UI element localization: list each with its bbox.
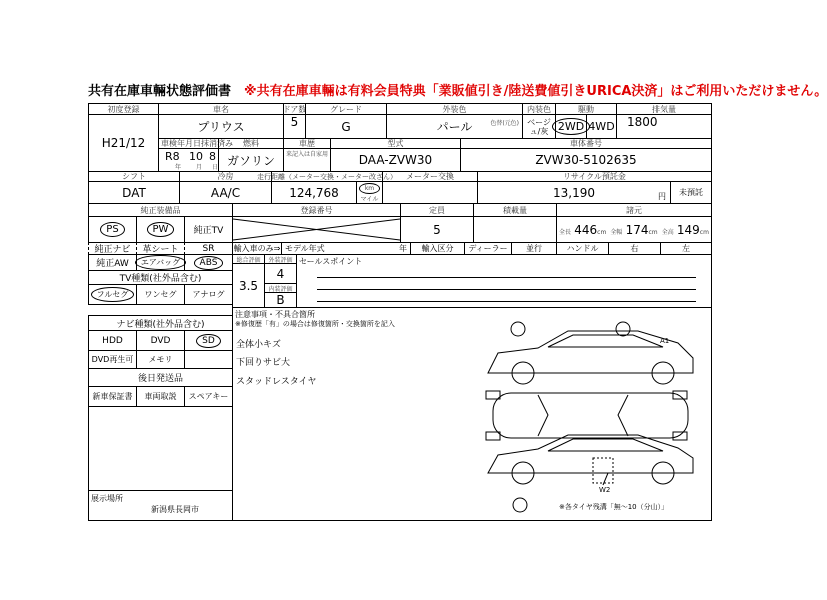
load [473,216,557,243]
note-item: 全体小キズ [236,340,281,350]
location-label: 展示場所 [91,494,123,503]
unit-year: 年 [175,164,182,171]
h-ext: 外装色 [386,103,523,115]
h-vin: 車体番号 [460,138,712,149]
h-drive: 駆動 [555,103,617,115]
car-side-top [488,322,693,384]
h-int-score: 内装評価 [264,283,297,293]
dealer: ディーラー [464,242,512,255]
wid-value: 174 [625,222,649,237]
unit-mile: マイル [360,195,379,203]
ext-color-value: パール [436,120,473,134]
equip-tv: 純正TV [184,216,233,243]
equip-airbag [136,254,185,271]
history: 来記入は自家用 [283,148,331,172]
spec-width [610,223,657,237]
spec-height [662,223,709,237]
h-first-reg: 初度登録 [88,103,159,115]
h-spec: 諸元 [556,203,712,217]
h-mileage: 走行距離（メーター交換・メーター改ざん） [257,172,397,181]
handle-left: 左 [660,242,712,255]
equip-aw: 純正AW [88,254,137,271]
sales-point [296,254,712,308]
equip-ps [88,216,137,243]
tire-note: ※各タイヤ残溝「無～10（分山）」 [559,503,669,511]
sales-line [317,277,696,278]
navi-sd-label: SD [196,334,221,348]
drive-4wd: 4WD [586,114,617,139]
recycle-value: 13,190 [553,185,595,200]
displacement: 1800 [616,114,712,139]
sales-line [317,301,696,302]
tv-header: TV種類(社外品含む) [88,270,233,285]
doors: 5 [283,114,306,139]
h-name: 車名 [158,103,284,115]
len-value: 446 [574,222,598,237]
inspect-month: 10 [189,150,203,163]
sales-point-label: セールスポイント [299,257,363,266]
grade: G [305,114,387,139]
navi-empty [184,350,233,369]
fuel: ガソリン [218,148,284,172]
equip-navi: 純正ナビ [88,242,137,255]
navi-dvd: DVD [136,330,185,351]
wid-unit: cm [648,228,658,236]
handle: ハンドル [556,242,609,255]
h-inspect-label: 車検年月日 [161,139,201,148]
equip-abs [184,254,233,271]
notes-header: 注意事項・不具合箇所 [235,310,315,319]
inspect-era: R8 [165,150,180,163]
equip-airbag-label: エアバッグ [135,255,186,270]
first-reg: H21/12 [88,114,159,172]
handle-right: 右 [608,242,661,255]
note-item: スタッドレスタイヤ [236,377,317,387]
import-only: 輸入車のみ⇒ [233,244,281,253]
location-value: 新潟県長岡市 [151,505,199,514]
spec [556,216,712,243]
ac: AA/C [179,181,272,204]
car-top-view [486,391,688,440]
unit-yen: 円 [658,192,666,201]
navi-hdd: HDD [88,330,137,351]
sales-line [317,289,696,290]
parallel: 並行 [511,242,557,255]
equip-pw [136,216,185,243]
unit-km: km [359,183,380,194]
h-meter: メーター交換 [382,171,478,182]
h-disp: 排気量 [616,103,712,115]
cross-mark [233,217,400,242]
h-int: 内装色 [522,103,556,115]
equip-abs-label: ABS [194,256,224,270]
ext-note: 色替(元色) [490,120,519,127]
hgt-value: 149 [676,222,700,237]
model-year-unit: 年 [399,244,407,253]
left-blank [88,406,233,491]
shift: DAT [88,181,180,204]
note-item: 下回りサビ大 [236,358,291,368]
equip-ps-label: PS [100,222,124,237]
len-label: 全長 [559,228,572,236]
unit-day: 日 [212,164,219,171]
navi-memory: メモリ [136,350,185,369]
later-header: 後日発送品 [88,368,233,387]
title: 共有在庫車輛状態評価書 [88,84,232,99]
damage-label: W2 [599,486,611,494]
import-type: 輸入区分 [410,242,465,255]
int-score: B [264,292,297,308]
inspect-day: 8 [209,150,216,163]
h-ac: 冷房 [179,171,272,182]
h-ext-score: 外装評価 [264,254,297,264]
plate-crossed [232,216,401,243]
header-title [88,80,827,99]
int-color: ベージュ/灰 [522,114,556,139]
hgt-unit: cm [699,228,709,236]
h-grade: グレード [305,103,387,115]
hgt-label: 全高 [661,228,674,236]
mileage-unit [356,181,383,204]
capacity: 5 [400,216,474,243]
car-diagram [478,323,708,523]
h-deleted-label: 抹消済み [201,139,233,148]
drive-2wd-value: 2WD [552,118,590,135]
notice: ※共有在庫車輛は有料会員特典「業販値引き/陸送費値引きURICA決済」はご利用いただけません。 [244,84,827,99]
later-warranty: 新車保証書 [88,386,137,407]
vin: ZVW30-5102635 [460,148,712,172]
h-load: 積載量 [473,203,557,217]
ext-score: 4 [264,263,297,284]
mileage: 124,768 [271,181,357,204]
model-code: DAA-ZVW30 [330,148,461,172]
h-plate: 登録番号 [232,203,401,217]
unit-month: 月 [196,164,203,171]
recycle-fee [477,181,671,204]
equip-header: 純正装備品 [88,203,233,217]
tv-oneseg: ワンセグ [136,284,185,305]
spare-tire-icon [513,498,527,512]
len-unit: cm [597,228,607,236]
h-doors: ドア数 [282,104,307,114]
tv-fullseg [88,284,137,305]
notes-sub: ※修復歴「有」の場合は修復箇所・交換箇所を記入 [235,320,395,328]
later-sparekey: スペアキー [184,386,233,407]
h-total: 総合評価 [232,254,265,264]
h-shift: シフト [88,171,180,182]
equip-leather: 革シート [136,242,185,255]
total-score: 3.5 [232,263,265,308]
notes-area [232,307,712,521]
car-name: プリウス [158,114,284,139]
not-deposited: 未預託 [670,181,712,204]
navi-header: ナビ種類(社外品含む) [88,315,233,331]
spec-length [559,223,606,237]
navi-sd [184,330,233,351]
meter-change-date [382,181,478,204]
equip-sr: SR [184,242,233,255]
wid-label: 全幅 [610,228,623,236]
location [88,490,233,521]
tv-analog: アナログ [184,284,233,305]
equip-pw-label: PW [147,222,175,237]
damage-label: A1 [660,337,670,345]
h-history: 車歴 [283,138,331,149]
tv-fullseg-label: フルセグ [91,287,135,302]
h-model: 型式 [330,138,461,149]
car-side-bottom [488,435,693,485]
navi-dvd-play: DVD再生可 [88,350,137,369]
later-manual: 車両取説 [136,386,185,407]
model-year-label: モデル年式 [285,244,325,253]
h-fuel: 燃料 [218,138,284,149]
ext-color [386,114,523,139]
inspect-date [158,148,219,172]
drive-2wd [555,114,587,139]
h-capacity: 定員 [400,203,474,217]
h-recycle: リサイクル預託金 [477,171,712,182]
